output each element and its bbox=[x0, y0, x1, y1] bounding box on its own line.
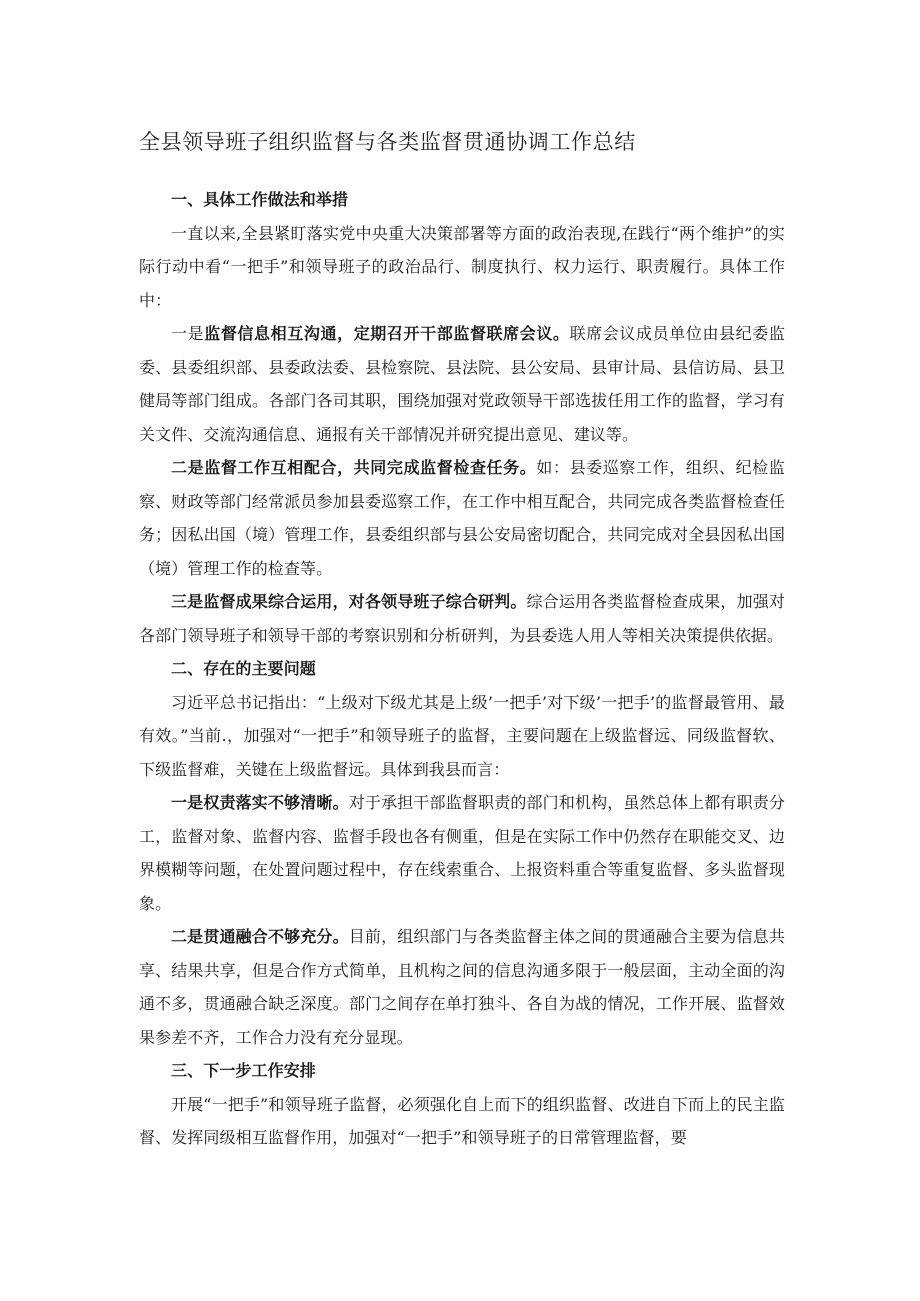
section-heading-3: 三、下一步工作安排 bbox=[171, 1061, 316, 1080]
item-body: 综合运用各类监督检查成果，加强对各部门领导班子和领导干部的考察识别和分析研判，为县委选人用人等相关决策提供依据。 bbox=[139, 592, 786, 645]
item-body: 对于承担干部监督职责的部门和机构，虽然总体上都有职责分工，监督对象、监督内容、监督手段也各有侧重，但是在实际工作中仍然存在职能交叉、边界模糊等问题，在处置问题过程中，存在线索重合、上报资料重合等重复监督、多头监督现象。 bbox=[139, 793, 786, 913]
item-lead: 监督信息相互沟通，定期召开干部监督联席会议。 bbox=[204, 324, 570, 343]
item-lead: 一是权责落实不够清晰。 bbox=[171, 793, 349, 812]
item-body: 联席会议成员单位由县纪委监委、县委组织部、县委政法委、县检察院、县法院、县公安局、县审计局、县信访局、县卫健局等部门组成。各部门各司其职，围绕加强对党政领导干部选拔任用工作的监督，学习有关文件、交流沟通信息、通报有关干部情况并研究提出意见、建议等。 bbox=[139, 324, 785, 444]
section-heading-2: 二、存在的主要问题 bbox=[171, 659, 316, 678]
document-body bbox=[139, 183, 785, 1155]
section-1-item-2 bbox=[139, 451, 785, 585]
section-1-item-1 bbox=[139, 317, 785, 451]
item-prefix: 一是 bbox=[171, 324, 205, 343]
section-3-intro: 开展“一把手”和领导班子监督，必须强化自上而下的组织监督、改进自下而上的民主监督、发挥同级相互监督作用，加强对“一把手”和领导班子的日常管理监督，要 bbox=[139, 1094, 785, 1147]
section-heading-1: 一、具体工作做法和举措 bbox=[171, 190, 349, 209]
section-2-item-1 bbox=[139, 786, 785, 920]
section-2-item-2 bbox=[139, 920, 785, 1054]
section-2-intro: 习近平总书记指出：“上级对下级尤其是上级’一把手’对下级’一把手’的监督最管用、最有效。”当前.，加强对“一把手”和领导班子的监督，主要问题在上级监督远、同级监督软、下级监督难，关键在上级监督远。具体到我县而言： bbox=[139, 692, 785, 779]
section-1-intro: 一直以来,全县紧盯落实党中央重大决策部署等方面的政治表现,在践行“两个维护”的实际行动中看“一把手”和领导班子的政治品行、制度执行、权力运行、职责履行。具体工作中： bbox=[139, 223, 785, 310]
document-title: 全县领导班子组织监督与各类监督贯通协调工作总结 bbox=[139, 130, 636, 154]
item-lead: 三是监督成果综合运用，对各领导班子综合研判。 bbox=[171, 592, 527, 611]
item-lead: 二是监督工作互相配合，共同完成监督检查任务。 bbox=[171, 458, 537, 477]
item-body: 目前，组织部门与各类监督主体之间的贯通融合主要为信息共享、结果共享，但是合作方式简单，且机构之间的信息沟通多限于一般层面，主动全面的沟通不多，贯通融合缺乏深度。部门之间存在单打独斗、各自为战的情况，工作开展、监督效果参差不齐，工作合力没有充分显现。 bbox=[139, 927, 786, 1047]
section-1-item-3 bbox=[139, 585, 785, 652]
item-body: 如：县委巡察工作，组织、纪检监察、财政等部门经常派员参加县委巡察工作，在工作中相互配合，共同完成各类监督检查任务；因私出国（境）管理工作，县委组织部与县公安局密切配合，共同完成对全县因私出国（境）管理工作的检查等。 bbox=[139, 458, 785, 578]
item-lead: 二是贯通融合不够充分。 bbox=[171, 927, 349, 946]
